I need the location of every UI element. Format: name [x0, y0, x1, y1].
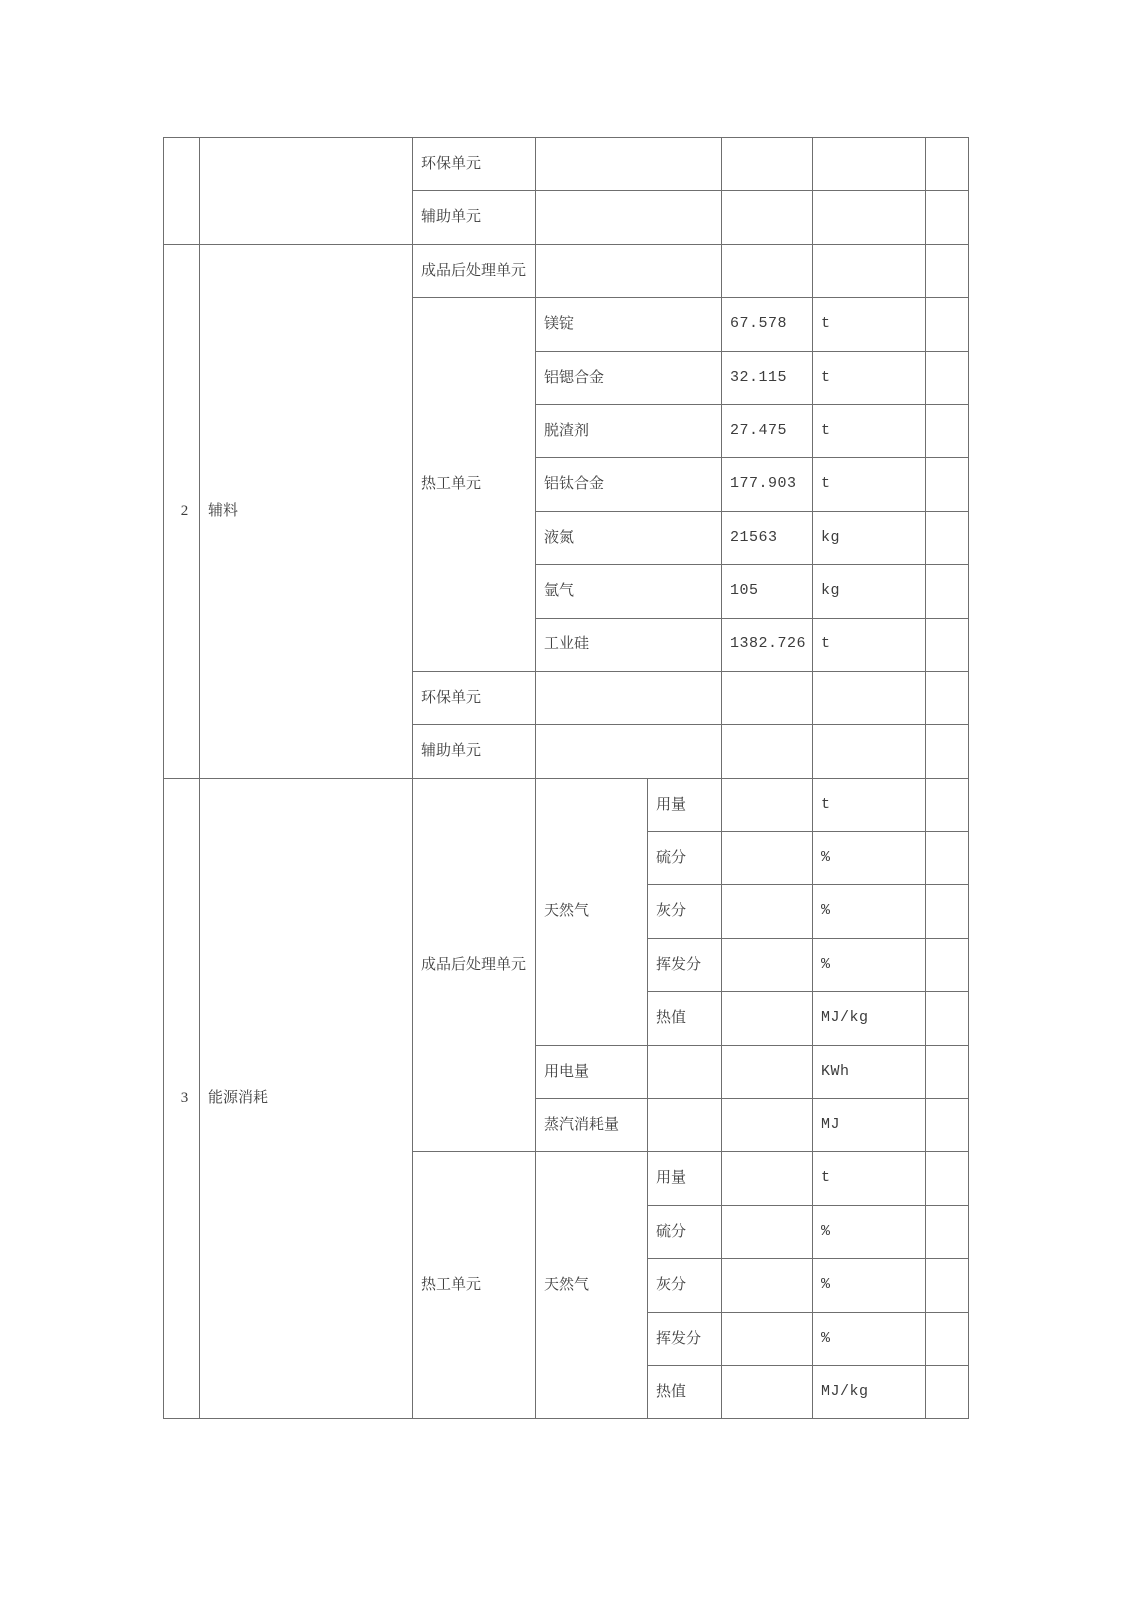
item-cell	[536, 244, 722, 297]
fuel-cell: 天然气	[536, 1152, 648, 1419]
spare-cell	[926, 511, 969, 564]
value-cell	[722, 778, 813, 831]
material-name-cell: 氩气	[536, 565, 722, 618]
table-sheet	[163, 137, 969, 1419]
uom-cell: t	[813, 618, 926, 671]
value-cell	[722, 671, 813, 724]
item-cell	[536, 138, 722, 191]
value-cell: 21563	[722, 511, 813, 564]
value-cell: 32.115	[722, 351, 813, 404]
uom-cell: kg	[813, 511, 926, 564]
uom-cell: %	[813, 1205, 926, 1258]
value-cell	[722, 1152, 813, 1205]
material-name-cell: 脱渣剂	[536, 404, 722, 457]
uom-cell	[813, 725, 926, 778]
value-cell	[722, 992, 813, 1045]
unit-cell: 辅助单元	[413, 725, 536, 778]
spare-cell	[926, 404, 969, 457]
value-cell	[722, 938, 813, 991]
spare-cell	[926, 992, 969, 1045]
property-cell: 灰分	[648, 1259, 722, 1312]
spare-cell	[926, 565, 969, 618]
unit-cell: 热工单元	[413, 1152, 536, 1419]
property-cell	[648, 1099, 722, 1152]
value-cell: 105	[722, 565, 813, 618]
material-name-cell: 液氮	[536, 511, 722, 564]
property-cell: 硫分	[648, 832, 722, 885]
value-cell	[722, 1312, 813, 1365]
value-cell	[722, 244, 813, 297]
uom-cell: MJ/kg	[813, 992, 926, 1045]
row-seq-cell: 3	[164, 778, 200, 1419]
uom-cell: t	[813, 404, 926, 457]
material-name-cell: 工业硅	[536, 618, 722, 671]
spare-cell	[926, 938, 969, 991]
uom-cell: %	[813, 1312, 926, 1365]
uom-cell: %	[813, 885, 926, 938]
uom-cell: MJ/kg	[813, 1365, 926, 1418]
value-cell	[722, 191, 813, 244]
material-energy-table	[163, 137, 969, 1419]
uom-cell: MJ	[813, 1099, 926, 1152]
spare-cell	[926, 618, 969, 671]
item-cell	[536, 191, 722, 244]
category-cell: 能源消耗	[200, 778, 413, 1419]
unit-cell: 环保单元	[413, 138, 536, 191]
unit-cell: 环保单元	[413, 671, 536, 724]
spare-cell	[926, 244, 969, 297]
spare-cell	[926, 191, 969, 244]
spare-cell	[926, 298, 969, 351]
property-cell: 热值	[648, 992, 722, 1045]
spare-cell	[926, 725, 969, 778]
table-row	[164, 244, 969, 297]
uom-cell: t	[813, 298, 926, 351]
table-row	[164, 138, 969, 191]
spare-cell	[926, 1365, 969, 1418]
property-cell: 硫分	[648, 1205, 722, 1258]
property-cell: 挥发分	[648, 1312, 722, 1365]
value-cell: 1382.726	[722, 618, 813, 671]
property-cell: 挥发分	[648, 938, 722, 991]
spare-cell	[926, 351, 969, 404]
spare-cell	[926, 832, 969, 885]
uom-cell: %	[813, 938, 926, 991]
spare-cell	[926, 1045, 969, 1098]
row-seq-cell: 2	[164, 244, 200, 778]
value-cell: 67.578	[722, 298, 813, 351]
spare-cell	[926, 778, 969, 831]
energy-item-cell: 用电量	[536, 1045, 648, 1098]
value-cell	[722, 832, 813, 885]
spare-cell	[926, 458, 969, 511]
value-cell	[722, 1365, 813, 1418]
category-cell: 辅料	[200, 244, 413, 778]
item-cell	[536, 671, 722, 724]
spare-cell	[926, 1152, 969, 1205]
spare-cell	[926, 1205, 969, 1258]
spare-cell	[926, 1259, 969, 1312]
fuel-cell: 天然气	[536, 778, 648, 1045]
material-name-cell: 铝锶合金	[536, 351, 722, 404]
uom-cell: KWh	[813, 1045, 926, 1098]
category-cell	[200, 138, 413, 245]
energy-item-cell: 蒸汽消耗量	[536, 1099, 648, 1152]
unit-cell: 成品后处理单元	[413, 244, 536, 297]
value-cell: 177.903	[722, 458, 813, 511]
table-row	[164, 778, 969, 831]
uom-cell: t	[813, 458, 926, 511]
uom-cell	[813, 191, 926, 244]
spare-cell	[926, 1099, 969, 1152]
spare-cell	[926, 885, 969, 938]
property-cell: 用量	[648, 778, 722, 831]
value-cell	[722, 725, 813, 778]
uom-cell: %	[813, 1259, 926, 1312]
value-cell	[722, 1099, 813, 1152]
row-seq-cell	[164, 138, 200, 245]
uom-cell: %	[813, 832, 926, 885]
material-name-cell: 镁锭	[536, 298, 722, 351]
value-cell	[722, 1045, 813, 1098]
property-cell: 热值	[648, 1365, 722, 1418]
value-cell	[722, 138, 813, 191]
unit-cell: 热工单元	[413, 298, 536, 672]
spare-cell	[926, 1312, 969, 1365]
uom-cell	[813, 671, 926, 724]
value-cell	[722, 885, 813, 938]
spare-cell	[926, 138, 969, 191]
uom-cell: t	[813, 1152, 926, 1205]
property-cell: 灰分	[648, 885, 722, 938]
uom-cell	[813, 138, 926, 191]
spare-cell	[926, 671, 969, 724]
uom-cell: t	[813, 778, 926, 831]
item-cell	[536, 725, 722, 778]
uom-cell: t	[813, 351, 926, 404]
unit-cell: 辅助单元	[413, 191, 536, 244]
value-cell: 27.475	[722, 404, 813, 457]
unit-cell: 成品后处理单元	[413, 778, 536, 1152]
uom-cell: kg	[813, 565, 926, 618]
property-cell: 用量	[648, 1152, 722, 1205]
property-cell	[648, 1045, 722, 1098]
value-cell	[722, 1205, 813, 1258]
value-cell	[722, 1259, 813, 1312]
material-name-cell: 铝钛合金	[536, 458, 722, 511]
uom-cell	[813, 244, 926, 297]
